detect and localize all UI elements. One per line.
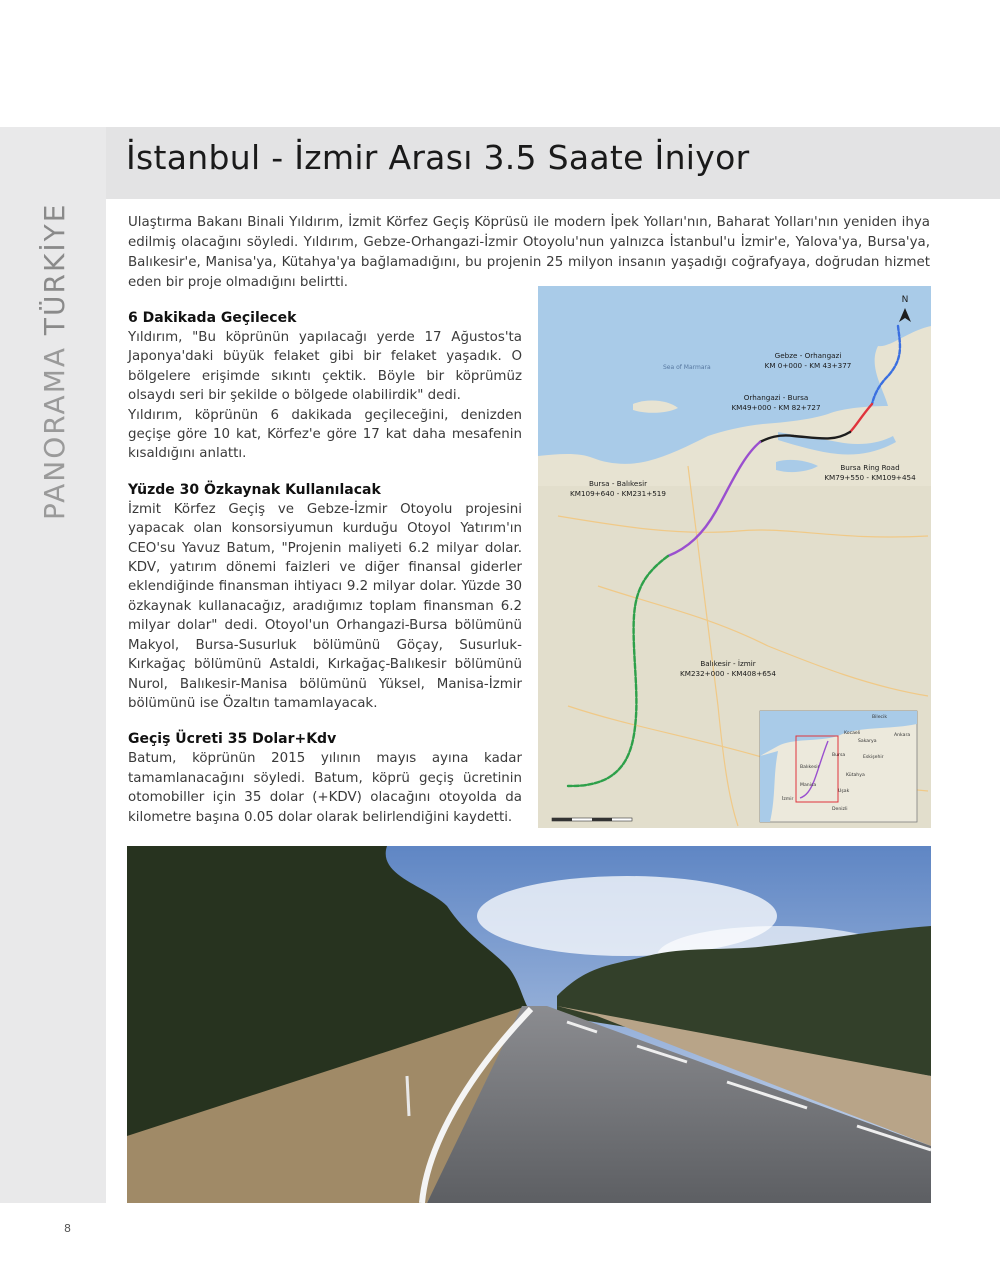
- section-1-paragraph-1: Yıldırım, "Bu köprünün yapılacağı yerde 17 Ağustos'ta Japonya'daki büyük felaket gibi bir felaket yaşadık. O bölgelere erişimde sıkıntı çektik. Böyle bir köprümüz olsaydı seri bir şekilde o bölgede olabilirdik" dedi.: [128, 330, 522, 404]
- segment-5-km: KM232+000 - KM408+654: [680, 669, 776, 678]
- inset-place-11: Uşak: [838, 789, 850, 794]
- inset-place-8: Kütahya: [846, 773, 865, 778]
- section-1-paragraph-2: Yıldırım, köprünün 6 dakikada geçileceğini, denizden geçişe göre 10 kat, Körfez'e göre 17 kat daha mesafenin kısaldığını anlattı.: [128, 407, 522, 462]
- segment-4-name: Bursa - Balıkesir: [588, 479, 648, 488]
- inset-place-2: Kocaeli: [844, 731, 861, 736]
- section-2-paragraph-1: İzmit Körfez Geçiş ve Gebze-İzmir Otoyolu projesini yapacak olan konsorsiyumun kurduğu Otoyol Yatırım'ın CEO'su Yavuz Batum, "Projenin maliyeti 6.2 milyar dolar. KDV, yatırım dönemi faizleri ve diğer finansal giderler eklendiğinde finansman ihtiyacı 9.2 milyar dolar. Yüzde 30 özkaynak kullanacağız, aradığımız toplam finansman 6.2 milyar dolar" dedi. Otoyol'un Orhangazi-Bursa bölümünü Makyol, Bursa-Susurluk bölümünü Göçay, Susurluk-Kırkağaç bölümünü Astaldi, Kırkağaç-Balıkesir bölümünü Nurol, Balıkesir-Manisa bölümünü Yüksel, Manisa-İzmir bölümünü ise Özaltın tamamlayacak.: [128, 501, 522, 711]
- section-heading-1: 6 Dakikada Geçilecek: [128, 310, 297, 326]
- inset-place-9: Manisa: [800, 783, 817, 788]
- inset-place-5: Bursa: [832, 753, 846, 758]
- inset-place-10: İzmir: [782, 797, 794, 802]
- inset-place-6: Eskişehir: [863, 755, 884, 760]
- section-label-light: PANORAMA: [38, 345, 71, 520]
- segment-3-km: KM79+550 - KM109+454: [824, 473, 916, 482]
- segment-5-name: Balıkesir - İzmir: [700, 659, 756, 668]
- inset-place-12: Denizli: [832, 807, 848, 812]
- section-heading-2: Yüzde 30 Özkaynak Kullanılacak: [128, 481, 381, 498]
- inset-place-4: Ankara: [894, 733, 911, 738]
- section-label-strong: TÜRKİYE: [38, 202, 71, 336]
- page-title: İstanbul - İzmir Arası 3.5 Saate İniyor: [126, 138, 750, 177]
- sea-label: Sea of Marmara: [663, 364, 711, 371]
- section-heading-3: Geçiş Ücreti 35 Dolar+Kdv: [128, 731, 337, 748]
- inset-map: [760, 711, 917, 822]
- page-number: 8: [64, 1222, 71, 1235]
- inset-place-7: Balıkesir: [800, 765, 820, 770]
- inset-place-1: Bilecik: [872, 715, 887, 720]
- scale-bar: [552, 818, 632, 821]
- segment-1-km: KM 0+000 - KM 43+377: [764, 361, 852, 370]
- road-marker-post: [407, 1076, 409, 1116]
- section-label: [38, 203, 71, 520]
- route-map: [538, 286, 931, 828]
- segment-3-name: Bursa Ring Road: [840, 463, 900, 472]
- inset-place-3: Sakarya: [858, 739, 877, 744]
- segment-1-name: Gebze - Orhangazi: [774, 351, 842, 360]
- article-column: [128, 309, 522, 827]
- segment-4-km: KM109+640 - KM231+519: [570, 489, 666, 498]
- segment-2-km: KM49+000 - KM 82+727: [731, 403, 821, 412]
- highway-photo: [127, 846, 931, 1203]
- segment-2-name: Orhangazi - Bursa: [743, 393, 809, 402]
- north-label: N: [901, 295, 909, 305]
- section-3-paragraph-1: Batum, köprünün 2015 yılının mayıs ayına kadar tamamlanacağını söyledi. Batum, köprü geçiş ücretinin otomobiller için 35 dolar (+KDV) olacağını otoyolda da kilometre başına 0.05 dolar olarak belirlendiğini kaydetti.: [128, 751, 522, 825]
- intro-paragraph: Ulaştırma Bakanı Binali Yıldırım, İzmit Körfez Geçiş Köprüsü ile modern İpek Yolları'nın, Baharat Yolları'nın yeniden ihya edilmiş olacağını söyledi. Yıldırım, Gebze-Orhangazi-İzmir Otoyolu'nun yalnızca İstanbul'u İzmir'e, Yalova'ya, Bursa'ya, Balıkesir'e, Manisa'ya, Kütahya'ya bağlamadığını, bu projenin 25 milyon insanın yaşadığı coğrafyaya, doğrudan hizmet eden bir proje olmadığını belirtti.: [128, 215, 930, 290]
